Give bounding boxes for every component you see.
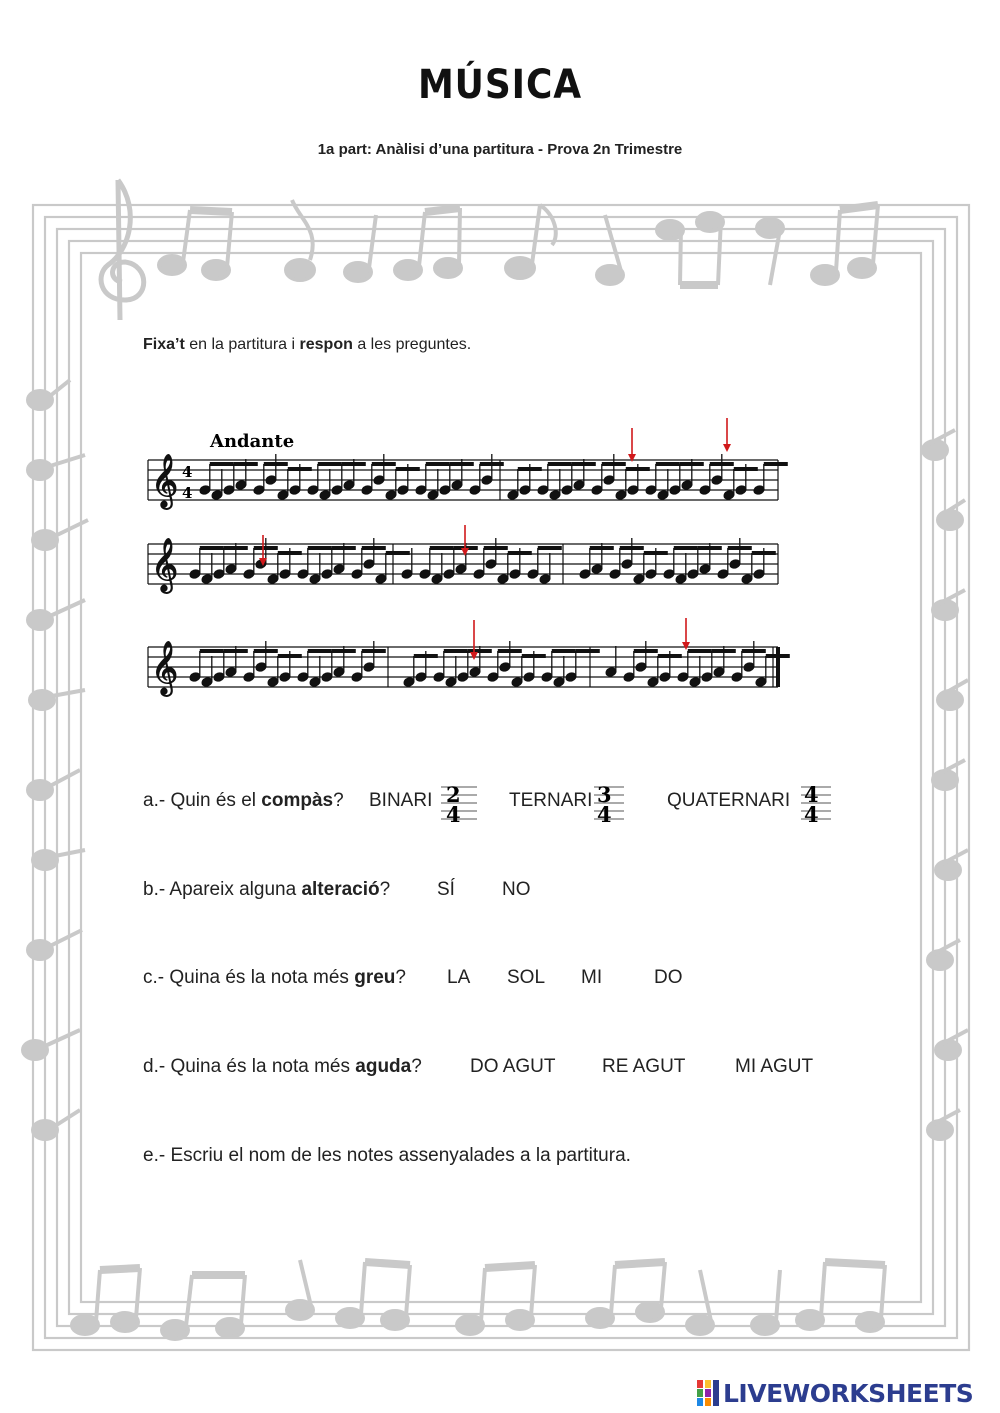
question-c-suffix: ? (395, 967, 406, 988)
note-marker-arrowhead (723, 444, 731, 452)
option-do-agut[interactable]: DO AGUT (470, 1056, 556, 1077)
option-no[interactable]: NO (502, 879, 531, 900)
page-title: MÚSICA (417, 62, 583, 108)
ternari-sig-top: 3 (597, 782, 612, 807)
instruction-part-1: en la partitura i (184, 336, 300, 353)
question-c-prefix: c.- Quina és la nota més (143, 967, 355, 988)
quaternari-sig-bottom: 4 (804, 802, 819, 827)
note-marker-arrowhead (682, 642, 690, 650)
liveworksheets-brand: LIVEWORKSHEETS (723, 1378, 974, 1408)
question-d-prefix: d.- Quina és la nota més (143, 1056, 356, 1077)
time-signature-2-4-icon (441, 781, 477, 827)
question-b (143, 879, 390, 901)
option-mi-agut[interactable]: MI AGUT (735, 1056, 814, 1077)
question-a-prefix: a.- Quin és el (143, 790, 262, 811)
time-signature-top: 4 (182, 463, 193, 481)
binari-sig-bottom: 4 (446, 802, 461, 827)
option-re-agut[interactable]: RE AGUT (602, 1056, 686, 1077)
option-sol[interactable]: SOL (507, 967, 546, 988)
page-subtitle: 1a part: Anàlisi d’una partitura - Prova 2n Trimestre (317, 141, 683, 158)
question-b-keyword: alteració (301, 879, 380, 900)
option-ternari[interactable]: TERNARI (509, 790, 593, 811)
note-marker-arrowhead (628, 454, 636, 462)
tempo-marking: Andante (210, 431, 295, 452)
question-d-suffix: ? (411, 1056, 422, 1077)
question-a (143, 790, 344, 812)
instruction-bold-2: respon (299, 336, 353, 353)
question-d-keyword: aguda (355, 1056, 412, 1077)
liveworksheets-icon (697, 1380, 719, 1406)
note-marker-arrowhead (461, 548, 469, 556)
option-si[interactable]: SÍ (437, 879, 455, 900)
option-la[interactable]: LA (447, 967, 471, 988)
treble-clef-icon: 𝄞 (151, 453, 179, 507)
binari-sig-top: 2 (446, 782, 461, 807)
question-a-keyword: compàs (261, 790, 334, 811)
question-e: e.- Escriu el nom de les notes assenyalades a la partitura. (143, 1145, 631, 1166)
option-quaternari[interactable]: QUATERNARI (667, 790, 791, 811)
quaternari-sig-top: 4 (804, 782, 819, 807)
question-b-suffix: ? (379, 879, 391, 900)
treble-clef-icon: 𝄞 (151, 537, 179, 591)
question-b-prefix: b.- Apareix alguna (143, 879, 302, 900)
option-binari[interactable]: BINARI (369, 790, 433, 811)
instruction-part-2: a les preguntes. (352, 336, 472, 353)
note-markers (259, 418, 731, 660)
question-d (143, 1056, 422, 1078)
time-signature-4-4-icon (801, 781, 831, 827)
question-c (143, 967, 406, 989)
time-signature-bottom: 4 (182, 484, 193, 502)
option-do[interactable]: DO (654, 967, 683, 988)
question-a-suffix: ? (333, 790, 344, 811)
time-signature-3-4-icon (594, 781, 624, 827)
option-mi[interactable]: MI (581, 967, 603, 988)
ternari-sig-bottom: 4 (597, 802, 612, 827)
instruction-bold-1: Fixa’t (143, 336, 185, 353)
treble-clef-icon: 𝄞 (151, 640, 179, 694)
note-marker-arrowhead (470, 652, 478, 660)
liveworksheets-logo (697, 1378, 973, 1408)
question-c-keyword: greu (354, 967, 396, 988)
